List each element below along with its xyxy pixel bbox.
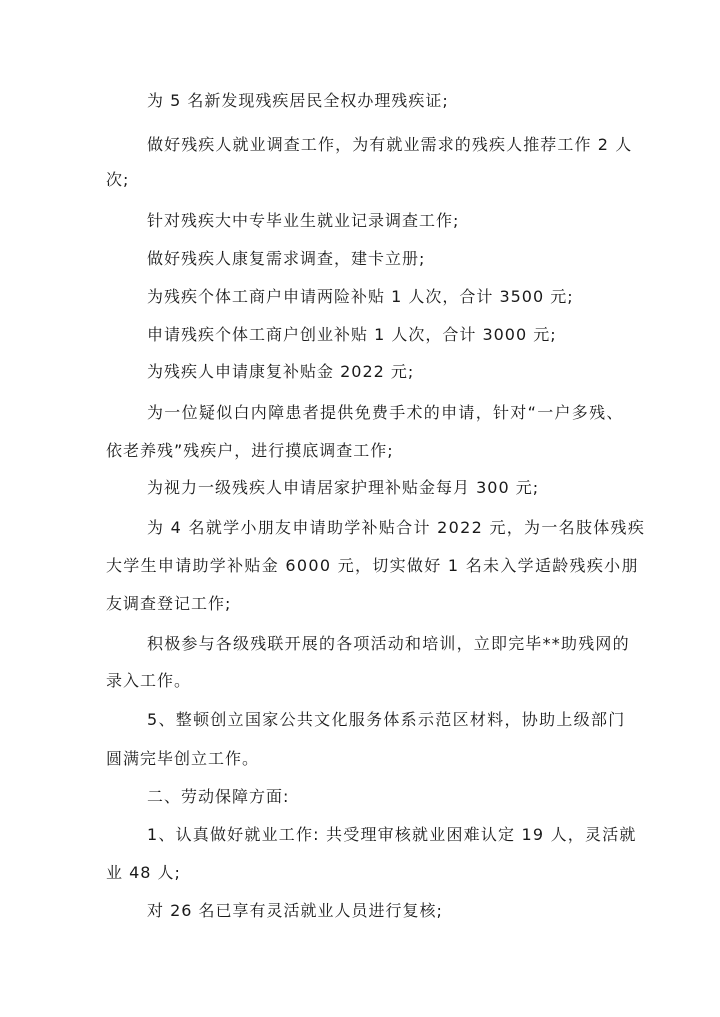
text-line: 为 5 名新发现残疾居民全权办理残疾证; xyxy=(147,91,449,110)
section-heading: 二、劳动保障方面: xyxy=(147,787,290,806)
text-line: 大学生申请助学补贴金 6000 元，切实做好 1 名未入学适龄残疾小朋 xyxy=(106,556,639,575)
text-line: 对 26 名已享有灵活就业人员进行复核; xyxy=(147,901,443,920)
text-line: 5、整顿创立国家公共文化服务体系示范区材料，协助上级部门 xyxy=(147,710,626,729)
text-line: 为残疾个体工商户申请两险补贴 1 人次，合计 3500 元; xyxy=(147,287,574,306)
text-line: 针对残疾大中专毕业生就业记录调查工作; xyxy=(147,211,460,230)
text-line: 做好残疾人就业调查工作，为有就业需求的残疾人推荐工作 2 人 xyxy=(147,135,633,154)
text-line: 业 48 人; xyxy=(106,863,181,882)
text-line: 为一位疑似白内障患者提供免费手术的申请，针对“一户多残、 xyxy=(147,403,624,422)
text-line: 积极参与各级残联开展的各项活动和培训，立即完毕**助残网的 xyxy=(147,634,630,653)
text-line: 次; xyxy=(106,170,130,189)
text-line: 申请残疾个体工商户创业补贴 1 人次，合计 3000 元; xyxy=(147,325,557,344)
text-line: 做好残疾人康复需求调查，建卡立册; xyxy=(147,249,426,268)
text-line: 为 4 名就学小朋友申请助学补贴合计 2022 元，为一名肢体残疾 xyxy=(147,518,646,537)
text-line: 录入工作。 xyxy=(106,671,192,690)
text-line: 圆满完毕创立工作。 xyxy=(106,749,260,768)
text-line: 依老养残”残疾户，进行摸底调查工作; xyxy=(106,441,394,460)
text-line: 友调查登记工作; xyxy=(106,594,232,613)
text-line: 为残疾人申请康复补贴金 2022 元; xyxy=(147,362,415,381)
text-line: 1、认真做好就业工作: 共受理审核就业困难认定 19 人，灵活就 xyxy=(147,825,637,844)
text-line: 为视力一级残疾人申请居家护理补贴金每月 300 元; xyxy=(147,478,540,497)
